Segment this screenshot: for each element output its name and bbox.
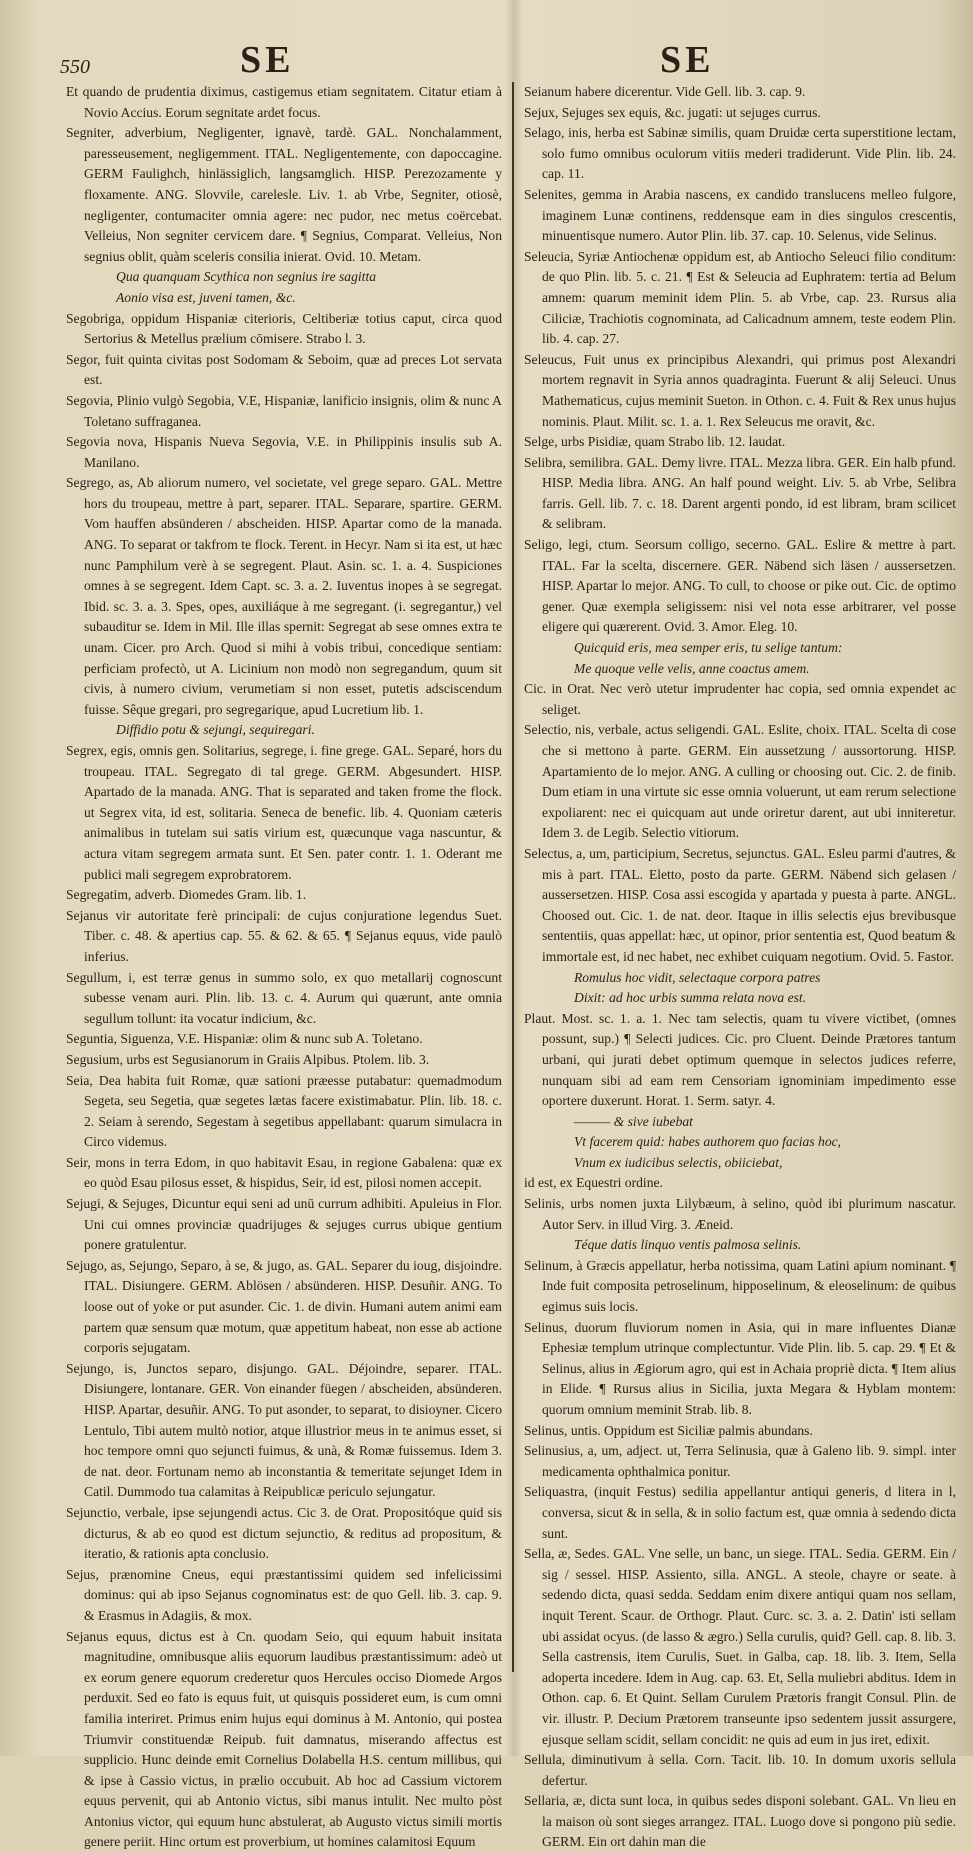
entry: Sellaria, æ, dicta sunt loca, in quibus sedes disponi solebant. GAL. Vn lieu en la maison où sont sieges arrangez. ITAL. Luogo dove si pongono più sedie. GERM. Ein ort dahin man die xyxy=(524,1793,956,1850)
entry: Segullum, i, est terræ genus in summo solo, ex quo metallarij cognoscunt subesse venam auri. Plin. lib. 13. c. 4. Aurum qui quærunt, ante omnia segullum tollunt: ita vocatur indicium, &c. xyxy=(66,969,502,1026)
verse-line: Romulus hoc vidit, selectaque corpora patres xyxy=(574,969,821,985)
entry: Segusium, urbs est Segusianorum in Graiis Alpibus. Ptolem. lib. 3. xyxy=(66,1051,430,1067)
column-divider xyxy=(512,82,514,1672)
left-column xyxy=(66,82,502,1850)
entry: Segovia nova, Hispanis Nueva Segovia, V.E. in Philippinis insulis sub A. Manilano. xyxy=(66,434,502,470)
entry: Seleucia, Syriæ Antiochenæ oppidum est, ab Antiocho Seleuci filio conditum: de quo Plin. lib. 5. c. 21. ¶ Est & Seleucia ad Euphratem: tertia ad Belum amnem: quarum meminit idem Plin. 5. ab Vrbe, cap. 23. Rursus alia Ciliciæ, Trachiotis cognominata, ad Calicadnum amnem, teste eodem Plin. lib. 4. cap. 27. xyxy=(524,248,956,347)
entry: Cic. in Orat. Nec verò utetur imprudenter hac copia, sed omnia expendet ac seliget. xyxy=(524,681,956,717)
entry: Et quando de prudentia diximus, castigemus etiam segnitatem. Citatur etiam à Novio Accius. Eorum segnitate ardet focus. xyxy=(66,84,502,120)
entry: Seir, mons in terra Edom, in quo habitavit Esau, in regione Gabalena: quæ ex eo quòd Esau pilosus esset, & hispidus, Seir, id est, pilosi nomen accepit. xyxy=(66,1154,502,1191)
verse-line: Dixit: ad hoc urbis summa relata nova est. xyxy=(574,990,807,1006)
entry: Sejungo, is, Junctos separo, disjungo. GAL. Déjoindre, separer. ITAL. Disiungere, lontanare. GER. Von einander füegen / abscheiden, absünderen. HISP. Apartar, desuñir. ANG. To put asonder, to separat, to disioyner. Cicero Lentulo, Tibi autem multò notior, atque illustrior meus in te animus esset, si hoc tempore omni quo sejuncti fuimus, & unà, & Romæ fuissemus. Idem 3. de nat. deor. Fortunam nemo ab inconstantia & temeritate sejunget Idem in Catil. Dummodo tua calamitas à Reipublicæ periculo sejungatur. xyxy=(66,1360,502,1500)
verse-line: Téque datis linquo ventis palmosa selinis. xyxy=(574,1237,802,1253)
entry: Segrex, egis, omnis gen. Solitarius, segrege, i. fine grege. GAL. Separé, hors du troupeau. ITAL. Segregato di tal grege. GERM. Abgesundert. HISP. Apartado de la manada. ANG. That is separated and taken frome the flock. ut Segrex vita, id est, solitaria. Seneca de benefic. lib. 4. Quoniam cæteris animalibus in tutelam sui satis virium est, quæcunque vaga nascuntur, & actura vitam segregem armata sunt. Et Sen. pater contr. 1. 1. Oderant me publici mali segregem exprobratorem. xyxy=(66,743,502,882)
entry: Segregatim, adverb. Diomedes Gram. lib. 1. xyxy=(66,887,307,903)
entry: Sejugo, as, Sejungo, Separo, à se, & jugo, as. GAL. Separer du ioug, disjoindre. ITAL. Disiungere. GERM. Ablösen / absünderen. HISP. Desuñir. ANG. To loose out of yoke or put asunder. Cic. 1. de divin. Humani autem animi eam partem quæ sensum quæ motum, quæ appetitum habeat, non esse ab actione corporis sejugatam. xyxy=(66,1257,502,1356)
verse-line: Qua quanquam Scythica non segnius ire sagitta xyxy=(116,269,377,285)
entry: Segniter, adverbium, Negligenter, ignavè, tardè. GAL. Nonchalamment, paresseusement, negligemment. ITAL. Negligentemente, con dapoccagine. GERM Faulighch, hinlässiglich, langsamglich. HISP. Perezozamente y floxamente. ANG. Slovvile, carelesle. Liv. 1. ab Vrbe, Segniter, otiosè, negligenter, contumaciter omnia agere: nec pudor, nec metus coërcebat. Velleius, Non segniter cervicem dare. ¶ Segnius, Comparat. Velleius, Non segnius oblit, quàm sceleris consilia inierat. Ovid. 10. Metam. xyxy=(66,125,502,264)
entry: Seia, Dea habita fuit Romæ, quæ sationi præesse putabatur: quemadmodum Segeta, seu Segetia, quæ segetes lætas facere existimabatur. Plin. lib. 18. c. 2. Seiam à serendo, Segestam à segetibus appellabant: quarum simulacra in Circo videmus. xyxy=(66,1072,502,1150)
entry: Selge, urbs Pisidiæ, quam Strabo lib. 12. laudat. xyxy=(524,434,786,450)
entry: Selinis, urbs nomen juxta Lilybæum, à selino, quòd ibi plurimum nascatur. Autor Serv. in illud Virg. 3. Æneid. xyxy=(524,1196,956,1232)
entry: Selinus, untis. Oppidum est Siciliæ palmis abundans. xyxy=(524,1422,813,1438)
page-header xyxy=(0,38,973,84)
entry: Sejux, Sejuges sex equis, &c. jugati: ut sejuges currus. xyxy=(524,104,821,120)
verse-line: Vnum ex iudicibus selectis, obiiciebat, xyxy=(574,1154,783,1170)
entry: Sellula, diminutivum à sella. Corn. Tacit. lib. 10. In domum uxoris sellula defertur. xyxy=(524,1752,956,1788)
entry: Sejugi, & Sejuges, Dicuntur equi seni ad unū currum adhibiti. Apuleius in Flor. Uni cui omnes provinciæ quadrijuges & sejuges currus ubique gentium ponere gratulentur. xyxy=(66,1196,502,1253)
entry: Seleucus, Fuit unus ex principibus Alexandri, qui primus post Alexandri mortem regnavit in Syria annos quadraginta. Fuerunt & alij Seleuci. Unus Mathematicus, cujus meminit Sueton. in Othon. c. 4. Fuit & Rex unus hujus nominis. Plaut. Milit. sc. 1. a. 1. Rex Seleucus me oravit, &c. xyxy=(524,351,956,429)
running-head-right: SE xyxy=(660,39,715,81)
entry: Selinusius, a, um, adject. ut, Terra Selinusia, quæ à Galeno lib. 9. simpl. inter medicamenta ophthalmica ponitur. xyxy=(524,1443,956,1479)
verse-line: ——— & sive iubebat xyxy=(574,1113,693,1129)
entry: Selectus, a, um, participium, Secretus, sejunctus. GAL. Esleu parmi d'autres, & mis à part. ITAL. Eletto, posto da parte. GERM. Näbend sich gelasen / aussersetzen. HISP. Cosa assi escogida y apartada y puesta à parte. ANGL. Choosed out. Cic. 1. de nat. deor. Itaque in illis selectis ejus brevibusque sententiis, quas appellat: hæc, ut opinor, prior sententia est, Quod beatum & immortale est, id nec habet, nec exhibet cuiquam negotium. Ovid. 5. Fastor. xyxy=(524,845,956,964)
entry: Selago, inis, herba est Sabinæ similis, quam Druidæ certa superstitione lectam, solo fumo omnibus oculorum vitiis mederi tradiderunt. Vide Plin. lib. 24. cap. 11. xyxy=(524,125,956,182)
verse-line: Vt facerem quid: habes authorem quo facias hoc, xyxy=(574,1134,842,1150)
entry: Sejanus vir autoritate ferè principali: de cujus conjuratione legendus Suet. Tiber. c. 48. & apertius cap. 55. & 62. & 65. ¶ Sejanus equus, vide paulò inferius. xyxy=(66,907,502,964)
entry: Selinum, à Græcis appellatur, herba notissima, quam Latini apium nominant. ¶ Inde fuit composita petroselinum, hipposelinum, & eleoselinum: de quibus egimus suis locis. xyxy=(524,1257,956,1315)
entry: Selinus, duorum fluviorum nomen in Asia, qui in mare influentes Dianæ Ephesiæ templum utrinque complectuntur. Vide Plin. lib. 5. cap. 29. ¶ Et & Selinus, alius in Ægiorum agro, qui est in Achaia propriè dicta. ¶ Item alius in Elide. ¶ Rursus alius in Sicilia, juxta Megara & Hyblam montem: quorum omnium meminit Strab. lib. 8. xyxy=(524,1319,956,1417)
entry: Seguntia, Siguenza, V.E. Hispaniæ: olim & nunc sub A. Toletano. xyxy=(66,1031,423,1047)
entry: Sejus, prænomine Cneus, equi præstantissimi quidem sed infelicissimi dominus: qui ab ipso Sejanus cognominatus est: de quo Gell. lib. 3. cap. 9. & Erasmus in Adagiis, & mox. xyxy=(66,1566,502,1623)
running-head-left: SE xyxy=(240,39,295,81)
verse-line: Me quoque velle velis, anne coactus amem. xyxy=(574,660,810,676)
entry: Seianum habere dicerentur. Vide Gell. lib. 3. cap. 9. xyxy=(524,84,806,99)
entry: Sejunctio, verbale, ipse sejungendi actus. Cic 3. de Orat. Propositóque quid sis dicturus, & ab eo quod est dictum sejunctio, & reditus ad propositum, & iteratio, & rationis apta conclusio. xyxy=(66,1504,502,1562)
entry: Selibra, semilibra. GAL. Demy livre. ITAL. Mezza libra. GER. Ein halb pfund. HISP. Media libra. ANG. An half pound weight. Liv. 5. ab Vrbe, Selibra farris. Gell. lib. 7. c. 18. Darent argenti pondo, id est libram, bram scilicet & selibram. xyxy=(524,454,956,532)
entry: Selectio, nis, verbale, actus seligendi. GAL. Eslite, choix. ITAL. Scelta di cose che si mettono à parte. GERM. Ein aussetzung / aussortorung. HISP. Apartamiento de lo mejor. ANG. A culling or choosing out. Cic. 2. de finib. Dum etiam in una virtute sic esse omnia voluerunt, ut eam rerum selectione expoliarent: nec ei quicquam aut unde oriretur darent, aut ubi inniteretur. Idem 3. de Legib. Selectio vitiorum. xyxy=(524,722,956,841)
entry: Segor, fuit quinta civitas post Sodomam & Seboim, quæ ad preces Lot servata est. xyxy=(66,351,502,388)
entry: Segrego, as, Ab aliorum numero, vel societate, vel grege separo. GAL. Mettre hors du troupeau, mettre à part, separer. ITAL. Separare, spartire. GERM. Vom hauffen absünderen / abscheiden. HISP. Apartar como de la manada. ANG. To separat or takfrom te flock. Terent. in Hecyr. Nam si ita est, ut hæc nunc Pamphilum verè à se segregent. Plaut. Asin. sc. 1. a. 4. Suspiciones omnes à se segregent. Idem Capt. sc. 3. a. 2. Iuventus inopes à se segregat. Ibid. sc. 3. a. 3. Spes, opes, auxiliáque à me segregant. (i. segregantur,) vel subauditur se. Idem in Mil. Ille illas spernit: Segregat ab sese omnes extra te unam. Cicer. pro Arch. Quod si mihi à vobis tribui, concedique sentiam: perficiam profectò, ut A. Licinium non modò non segregandum, quum sit civis, à numero civium, verumetiam si non esset, putetis adsciscendum fuisse. Sêque gregari, pro segregarique, apud Lucretium lib. 1. xyxy=(66,475,502,717)
right-column xyxy=(524,82,956,1850)
verse-line: Diffidio potu & sejungi, sequiregari. xyxy=(116,722,315,738)
entry: Plaut. Most. sc. 1. a. 1. Nec tam selectis, quam tu vivere victibet, (omnes possunt, sup.) ¶ Selecti judices. Cic. pro Cluent. Deinde Prætores tantum urbani, qui jurati debet optimum quemque in selectos judices referre, nunquam sibi ad eam rem Censoriam ignominiam impedimento esse oportere duxerunt. Horat. 1. Serm. satyr. 4. xyxy=(524,1010,956,1109)
book-spine-shadow xyxy=(505,0,523,1756)
entry: Selenites, gemma in Arabia nascens, ex candido translucens melleo fulgore, imaginem Lunæ continens, reddensque eam in dies singulos crescentis, minuentisque numero. Autor Plin. lib. 37. cap. 10. Selenus, vide Selinus. xyxy=(524,186,956,244)
entry: id est, ex Equestri ordine. xyxy=(524,1175,663,1191)
entry: Segobriga, oppidum Hispaniæ citerioris, Celtiberiæ totius caput, circa quod Sertorius & Metellus prælium cōmisere. Strabo l. 3. xyxy=(66,310,502,347)
page-number: 550 xyxy=(60,56,90,78)
entry: Sella, æ, Sedes. GAL. Vne selle, un banc, un siege. ITAL. Sedia. GERM. Ein / sig / sessel. HISP. Assiento, silla. ANGL. A steole, chayre or seate. à sedendo dicta, quasi sedda. Seddam enim dixere antiqui quam nos sellam, inquit Terent. Scaur. de Orthogr. Plaut. Curc. sc. 3. a. 2. Datin' isti sellam ubi assidat ocyus. (de lasso & ægro.) Sella curulis, quid? Gell. cap. 8. lib. 3. Sella castrensis, item Curulis, Suet. in Galba, cap. 18. lib. 3. Item, Sella adoperta incedere. Idem in Aug. cap. 63. Et, Sella muliebri abditus. Idem in Othon. cap. 6. Et Quint. Sellam Curulem Prætoris frangit Consul. Plin. de vir. illustr. P. Decium Prætorem transeunte ipso sedentem jussit assurgere, ejusque sellam scidit, sellam concidit: ne quis ad eum in jus iret, edixit. xyxy=(524,1546,956,1747)
entry: Segovia, Plinio vulgò Segobia, V.E, Hispaniæ, lanificio insignis, olim & nunc A Toletano suffraganea. xyxy=(66,392,502,429)
entry: Seliquastra, (inquit Festus) sedilia appellantur antiqui generis, d litera in l, conversa, sicut & in sella, & in solio factum est, quæ omnia à sedendo dicta sunt. xyxy=(524,1484,956,1541)
verse-line: Quicquid eris, mea semper eris, tu selige tantum: xyxy=(574,640,843,656)
verse-line: Aonio visa est, juveni tamen, &c. xyxy=(116,289,296,305)
entry: Seligo, legi, ctum. Seorsum colligo, secerno. GAL. Eslire & mettre à part. ITAL. Far la scelta, discernere. GER. Näbend sich läsen / aussersetzen. HISP. Apartar lo mejor. ANG. To cull, to choose or pike out. Cic. de optimo gener. Quæ exempla seligissem: nisi vel nota esse arbitrarer, vel posse eligere qui quærerent. Ovid. 3. Amor. Eleg. 10. xyxy=(524,537,956,635)
entry: Sejanus equus, dictus est à Cn. quodam Seio, qui equum habuit insitata magnitudine, omnibusque aliis equorum laudibus præstantissimum: adeò ut ex eorum genere equorum crederetur quos Hercules occiso Diomede Argos perduxit. Sed eo fato is equus fuit, ut quisquis possideret eum, is cum omni familia interiret. Primus enim hujus equi dominus à M. Antonio, qui postea Triumvir constituendæ Reipub. fuit damnatus, miserando affectus est supplicio. Hunc deinde emit Cornelius Dolabella H.S. centum millibus, qui & ipse à Cassio victus, in prælio occubuit. Ab hoc ad Cassium victorem equus pervenit, qui ab Antonio victus, sibi manus intulit. Nec multo pòst Antonius victor, qui equum hunc abstulerat, ab Augusto victus simili mortis genere periit. Hinc ortum est proverbium, ut homines calamitosi Equum xyxy=(66,1628,502,1850)
